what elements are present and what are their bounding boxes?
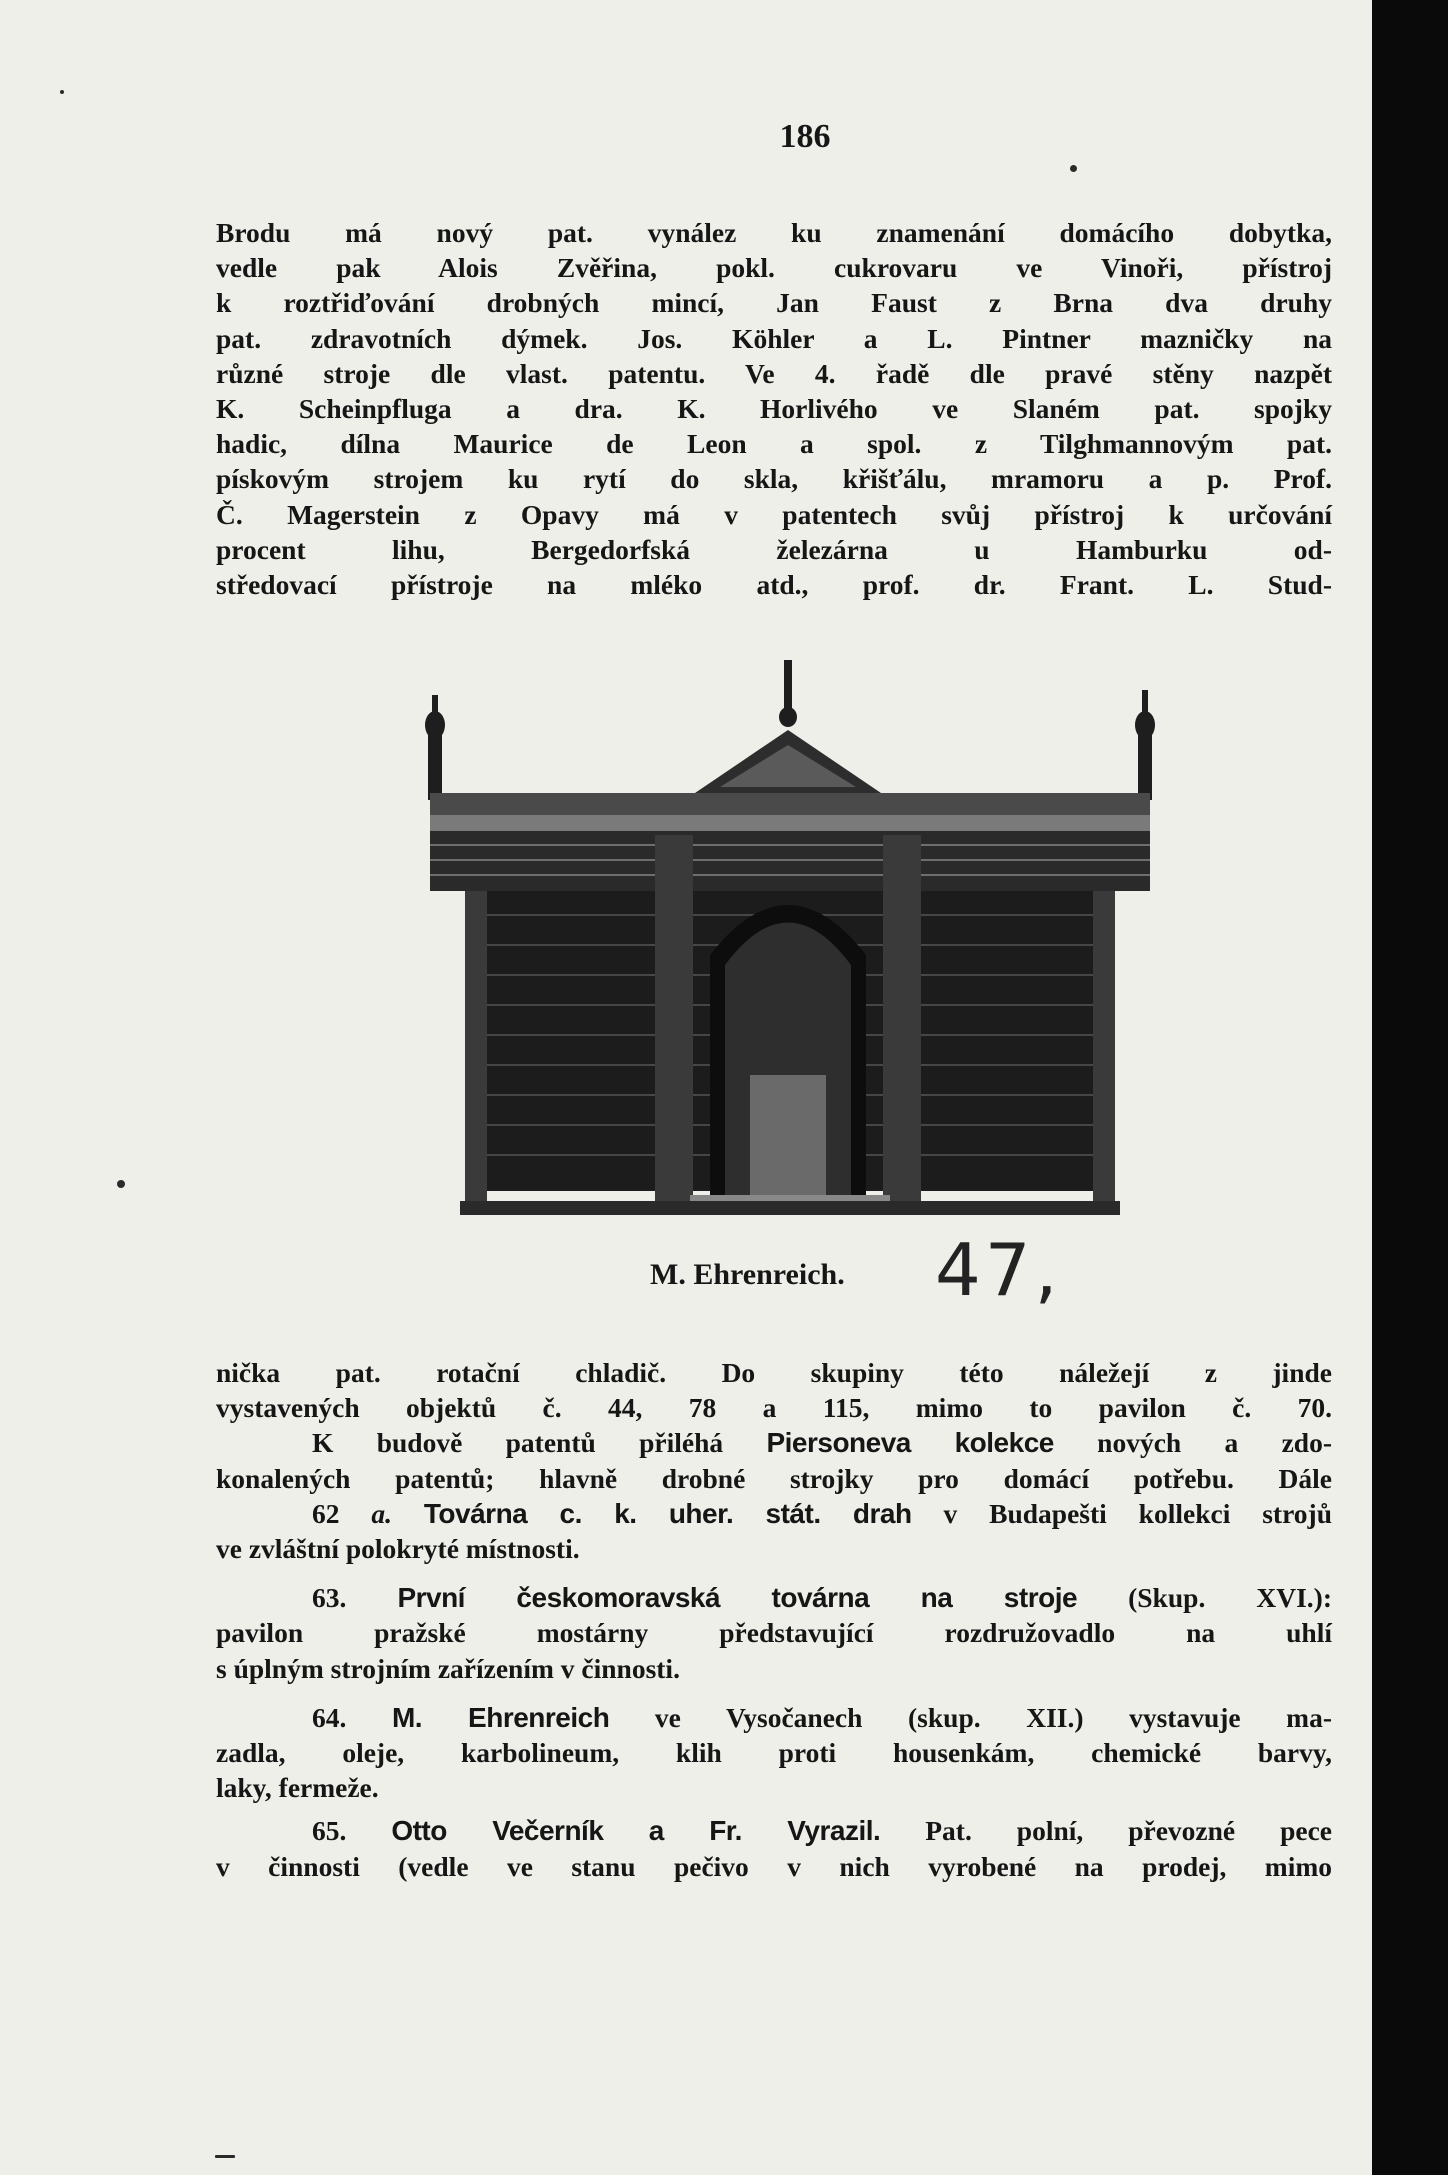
text-line: k roztřiďování drobných mincí, Jan Faust z Brna dva druhy [216,287,1332,319]
text-line: středovací přístroje na mléko atd., prof. dr. Frant. L. Stud- [216,569,1332,601]
text-line: ve zvláštní polokryté místnosti. [216,1533,580,1565]
text-line: různé stroje dle vlast. patentu. Ve 4. řadě dle pravé stěny nazpět [216,357,1332,389]
pavilion-illustration [420,655,1160,1240]
text-line: 62 a. Továrna c. k. uher. stát. drah v Budapešti kollekci strojů [312,1497,1333,1529]
text-line: hadic, dílna Maurice de Leon a spol. z Tilghmannovým pat. [216,428,1332,460]
exhibitor-name: Piersoneva kolekce [766,1427,1054,1459]
exhibitor-name: První českomoravská továrna na stroje [397,1582,1078,1614]
text-line: K. Scheinpfluga a dra. K. Horlivého ve Slaném pat. spojky [216,393,1332,425]
text-line: K budově patentů přiléhá Piersoneva kolekce nových a zdo- [312,1427,1333,1459]
exhibitor-name: Otto Večerník a Fr. Vyrazil. [391,1815,881,1847]
text-line: vystavených objektů č. 44, 78 a 115, mimo to pavilon č. 70. [216,1392,1332,1424]
page-number: 186 [779,118,831,155]
text-line: vedle pak Alois Zvěřina, pokl. cukrovaru ve Vinoři, přístroj [216,252,1332,284]
scan-speck [117,1180,125,1188]
text-line: zadla, oleje, karbolineum, klih proti housenkám, chemické barvy, [216,1737,1332,1769]
scan-speck [60,90,64,94]
figure-caption: M. Ehrenreich. [650,1258,845,1291]
text-line: s úplným strojním zařízením v činnosti. [216,1652,680,1684]
exhibitor-name: Továrna c. k. uher. stát. drah [423,1497,912,1529]
text-line: Brodu má nový pat. vynález ku znamenání domácího dobytka, [216,217,1332,248]
exhibitor-name: M. Ehrenreich [391,1701,610,1733]
text-line: laky, fermeže. [216,1772,379,1804]
text-line: nička pat. rotační chladič. Do skupiny této náležejí z jinde [216,1357,1332,1388]
scan-border [1372,0,1448,2175]
bottom-text [216,1355,1332,1884]
scan-speck [215,2155,235,2158]
text-line: pískovým strojem ku rytí do skla, křišťálu, mramoru a p. Prof. [216,463,1332,495]
text-line: pat. zdravotních dýmek. Jos. Köhler a L. Pintner mazničky na [216,322,1332,354]
scan-speck [1070,165,1077,172]
text-line: 65. Otto Večerník a Fr. Vyrazil. Pat. polní, převozné pece [312,1815,1332,1847]
text-line: 63. První českomoravská továrna na stroje (Skup. XVI.): [312,1582,1332,1614]
text-line: konalených patentů; hlavně drobné strojky pro domácí potřebu. Dále [216,1462,1332,1494]
handwritten-note: 47, [935,1228,1062,1312]
text-line: 64. M. Ehrenreich ve Vysočanech (skup. XII.) vystavuje ma- [312,1701,1332,1733]
text-line: pavilon pražské mostárny představující rozdružovadlo na uhlí [216,1617,1332,1649]
text-line: v činnosti (vedle ve stanu pečivo v nich vyrobené na prodej, mimo [216,1850,1332,1882]
top-paragraph [216,215,1332,602]
text-line: Č. Magerstein z Opavy má v patentech svůj přístroj k určování [216,498,1332,530]
text-line: procent lihu, Bergedorfská železárna u Hamburku od- [216,533,1332,565]
